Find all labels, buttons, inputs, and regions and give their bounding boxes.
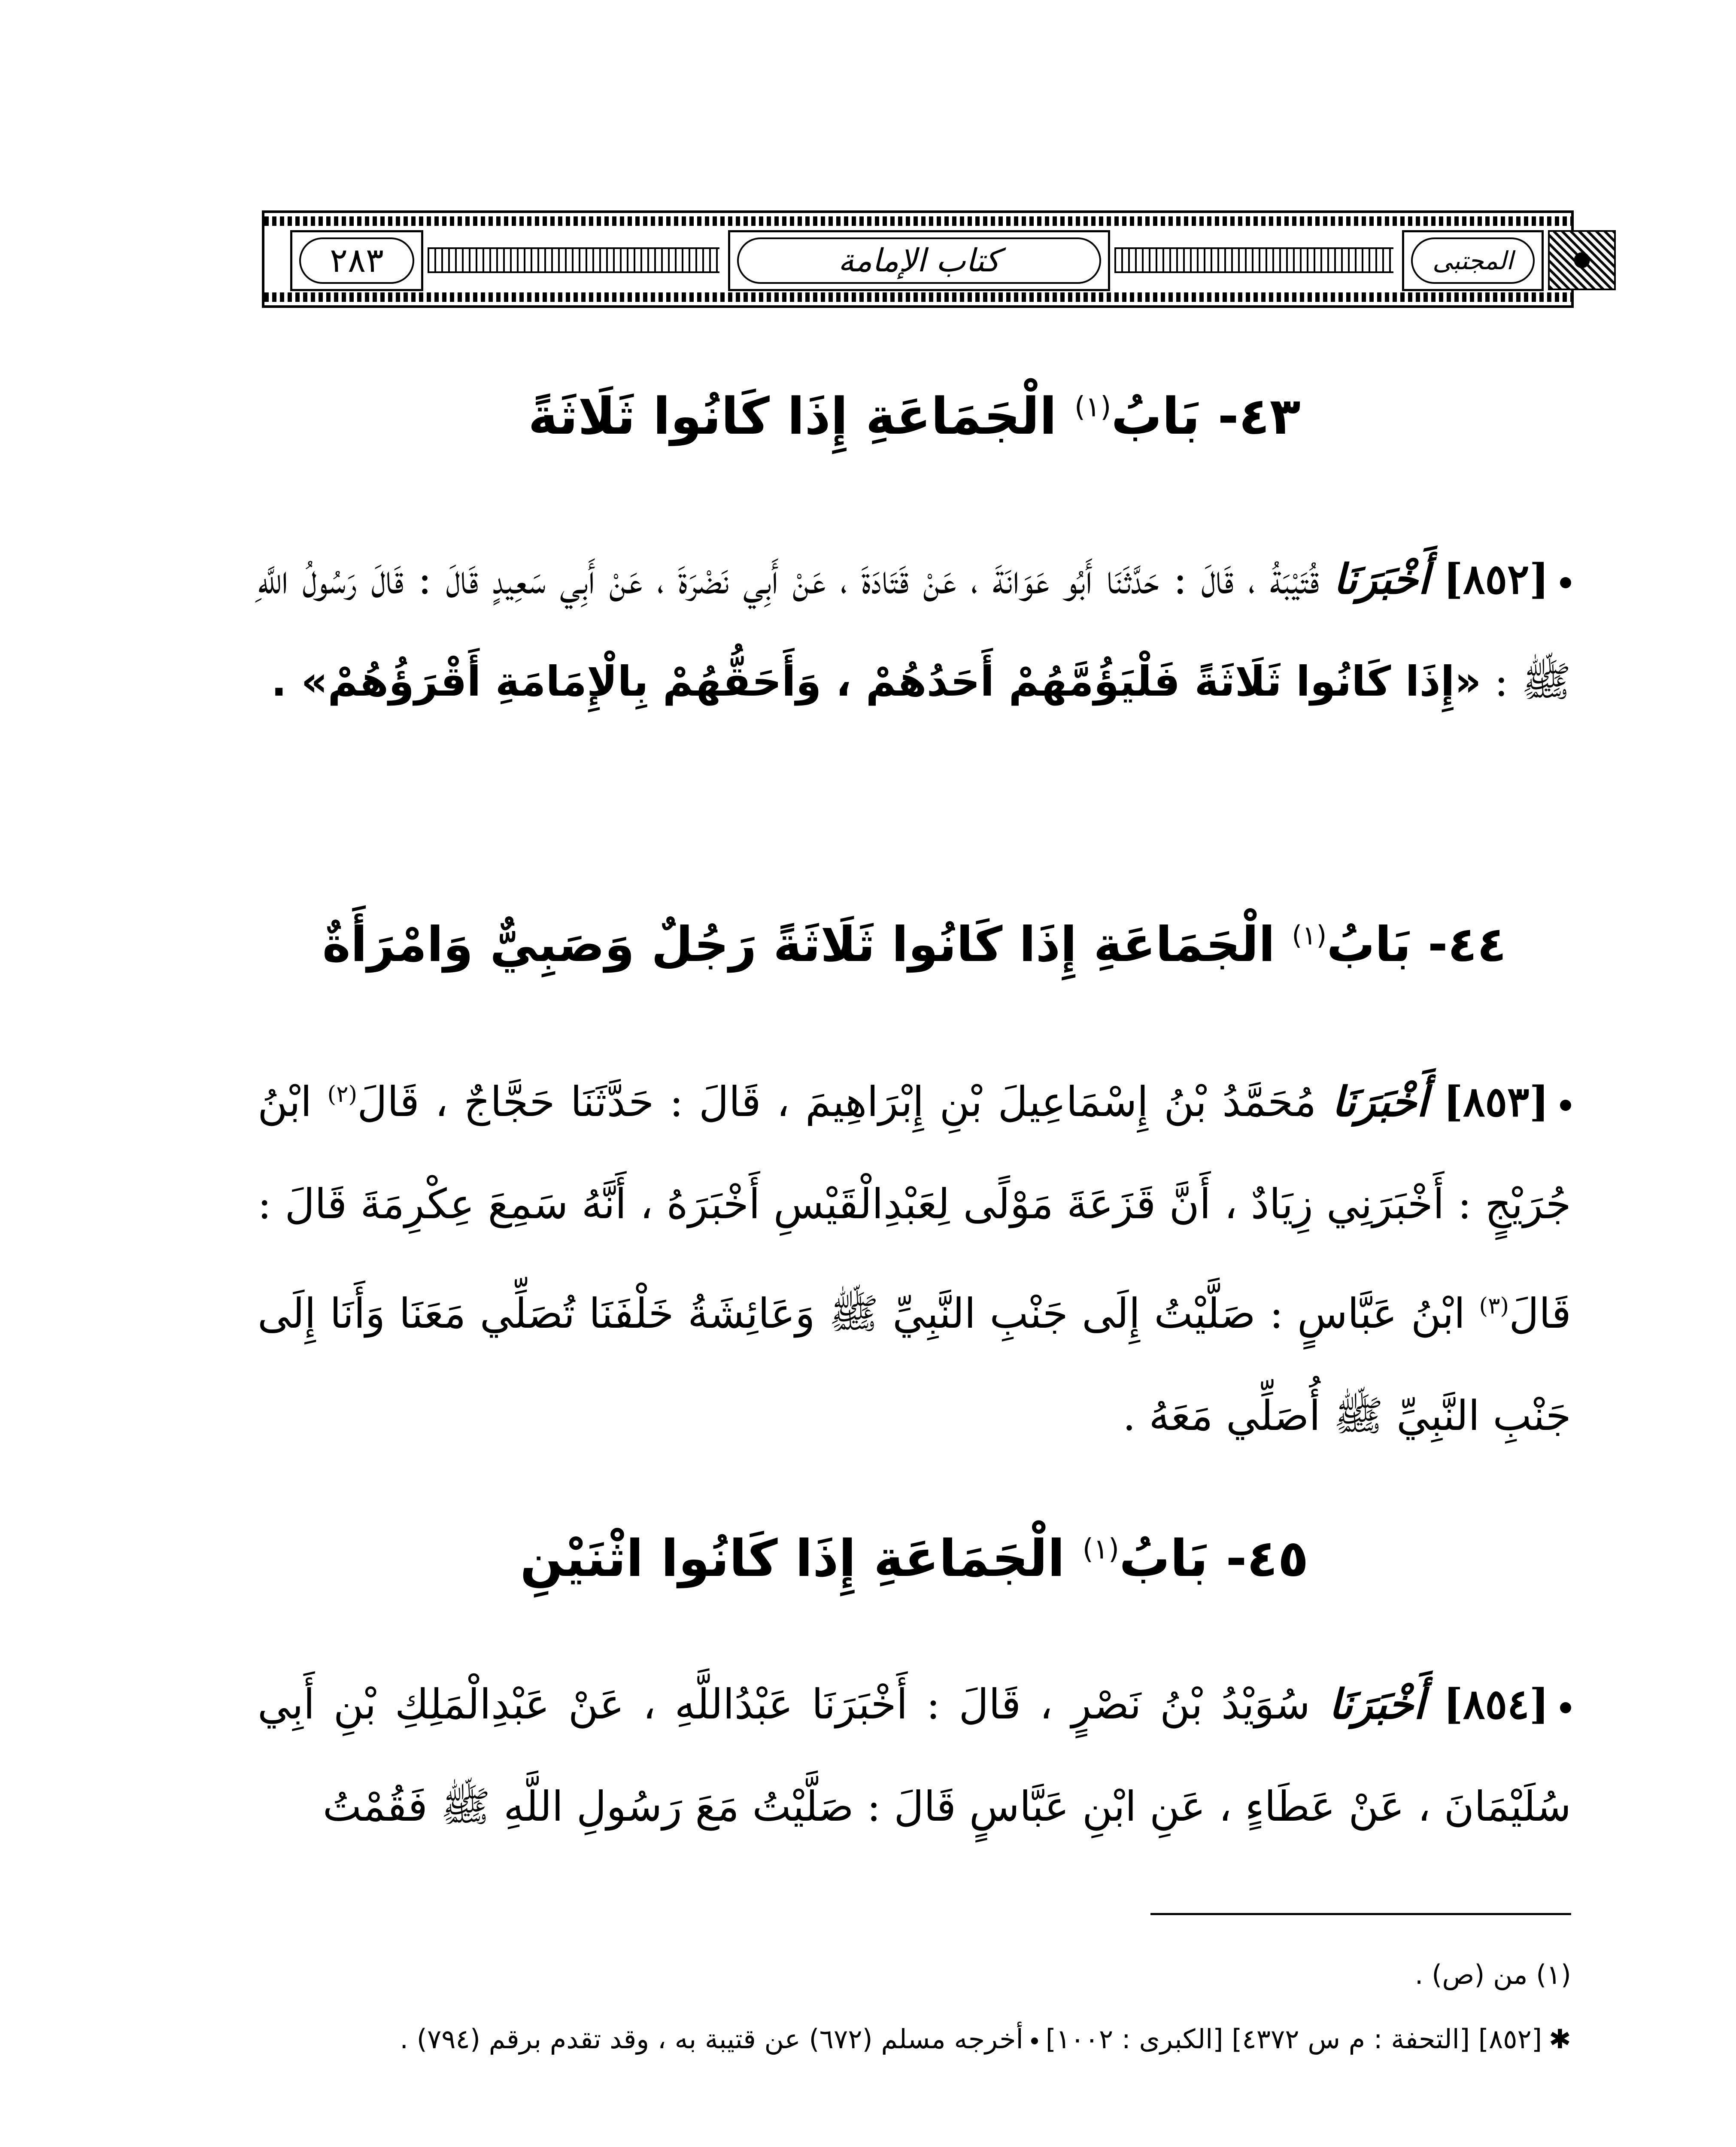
page-header: [262, 210, 1574, 308]
hadith-number: [٨٥٣]: [1443, 1077, 1549, 1126]
hadith-854: [258, 1653, 1571, 1858]
footnote-marker: (١): [1082, 1533, 1120, 1566]
footnote-marker: (١): [1074, 391, 1111, 423]
book-logo-box: [1402, 230, 1544, 291]
chapter-heading-43: [258, 386, 1571, 446]
hadith-chain: ابْنُ جُرَيْجٍ : أَخْبَرَنِي زِيَادٌ ، أَنَّ قَزَعَةَ مَوْلًى لِعَبْدِالْقَيْسِ أَخْبَرَهُ ، أَنَّهُ سَمِعَ عِكْرِمَةَ قَالَ : قَالَ: [258, 1078, 1572, 1338]
footnote-marker: (٣): [1479, 1293, 1509, 1319]
book-logo: المجتبى: [1432, 246, 1514, 275]
footnote-reference: [٨٥٢] [التحفة : م س ٤٣٧٢] [الكبرى : ١٠٠٢]: [1045, 2023, 1542, 2055]
header-decoration-right: [1114, 247, 1393, 273]
footnote-separator: [1150, 1913, 1571, 1915]
bullet-icon: [1031, 2038, 1038, 2044]
chapter-number: ٤٥- بَابُ: [1119, 1529, 1309, 1588]
page-number: ٢٨٣: [330, 241, 384, 280]
header-border-top: [264, 216, 1571, 226]
chapter-heading-45: [258, 1529, 1571, 1588]
bullet-icon: [1560, 577, 1571, 588]
book-title-box: [728, 230, 1110, 291]
footnote-marker: (٢): [327, 1081, 358, 1107]
bullet-icon: [1560, 1702, 1571, 1713]
hadith-number: [٨٥٤]: [1443, 1680, 1549, 1728]
star-icon: ✱: [1549, 2023, 1571, 2055]
chapter-number: ٤٣- بَابُ: [1111, 386, 1301, 446]
chapter-title: الْجَمَاعَةِ إِذَا كَانُوا ثَلَاثَةً: [528, 386, 1057, 446]
footnote-852: [258, 2014, 1571, 2065]
chapter-title: الْجَمَاعَةِ إِذَا كَانُوا ثَلَاثَةً رَجُلٌ وَصَبِيٌّ وَامْرَأَةٌ: [322, 917, 1275, 973]
transmission-word: أَخْبَرَنَا: [1332, 1077, 1428, 1126]
footnote-1: (١) من (ص) .: [1414, 1959, 1571, 1990]
hadith-text: «إِذَا كَانُوا ثَلَاثَةً فَلْيَؤُمَّهُمْ أَحَدُهُمْ ، وَأَحَقُّهُمْ بِالْإِمَامَةِ أَقْرَؤُهُمْ» .: [271, 657, 1481, 706]
bullet-icon: [1560, 1100, 1571, 1111]
chapter-heading-44: [258, 917, 1571, 973]
hadith-number: [٨٥٢]: [1443, 555, 1549, 603]
hadith-chain: قُتَيْبَةُ ، قَالَ : حَدَّثَنَا أَبُو عَوَانَةَ ، عَنْ قَتَادَةَ ، عَنْ أَبِي نَضْرَةَ ، عَنْ أَبِي سَعِيدٍ قَالَ : قَالَ رَسُولُ اللَّهِ ﷺ :: [258, 555, 1571, 706]
hadith-text: ابْنُ عَبَّاسٍ : صَلَّيْتُ إِلَى جَنْبِ النَّبِيِّ ﷺ وَعَائِشَةُ خَلْفَنَا تُصَلِّي مَعَنَا وَأَنَا إِلَى جَنْبِ النَّبِيِّ ﷺ أُصَلِّي مَعَهُ .: [258, 1289, 1571, 1440]
footnote-text: أخرجه مسلم (٦٧٢) عن قتيبة به ، وقد تقدم برقم (٧٩٤) .: [400, 2023, 1023, 2055]
chapter-title: الْجَمَاعَةِ إِذَا كَانُوا اثْنَيْنِ: [520, 1529, 1065, 1588]
book-title: كتاب الإمامة: [838, 242, 1000, 279]
hadith-853: [258, 1043, 1571, 1467]
footnote-marker: (١): [1292, 920, 1327, 951]
hadith-chain: سُوَيْدُ بْنُ نَصْرٍ ، قَالَ : أَخْبَرَنَا عَبْدُاللَّهِ ، عَنْ عَبْدِالْمَلِكِ بْنِ أَبِي سُلَيْمَانَ ، عَنْ عَطَاءٍ ، عَنِ ابْنِ عَبَّاسٍ قَالَ : صَلَّيْتُ مَعَ رَسُولِ اللَّهِ ﷺ فَقُمْتُ: [258, 1680, 1571, 1831]
header-decoration-left: [428, 247, 719, 273]
header-border-bottom: [264, 292, 1571, 302]
ornament-icon: [1548, 230, 1616, 290]
chapter-number: ٤٤- بَابُ: [1326, 917, 1507, 973]
transmission-word: أَخْبَرَنَا: [1329, 1680, 1425, 1728]
hadith-chain: مُحَمَّدُ بْنُ إِسْمَاعِيلَ بْنِ إِبْرَاهِيمَ ، قَالَ : حَدَّثَنَا حَجَّاجٌ ، قَالَ: [357, 1078, 1317, 1126]
hadith-852: [258, 528, 1571, 733]
page-number-box: [290, 230, 423, 291]
transmission-word: أَخْبَرَنَا: [1333, 555, 1429, 603]
